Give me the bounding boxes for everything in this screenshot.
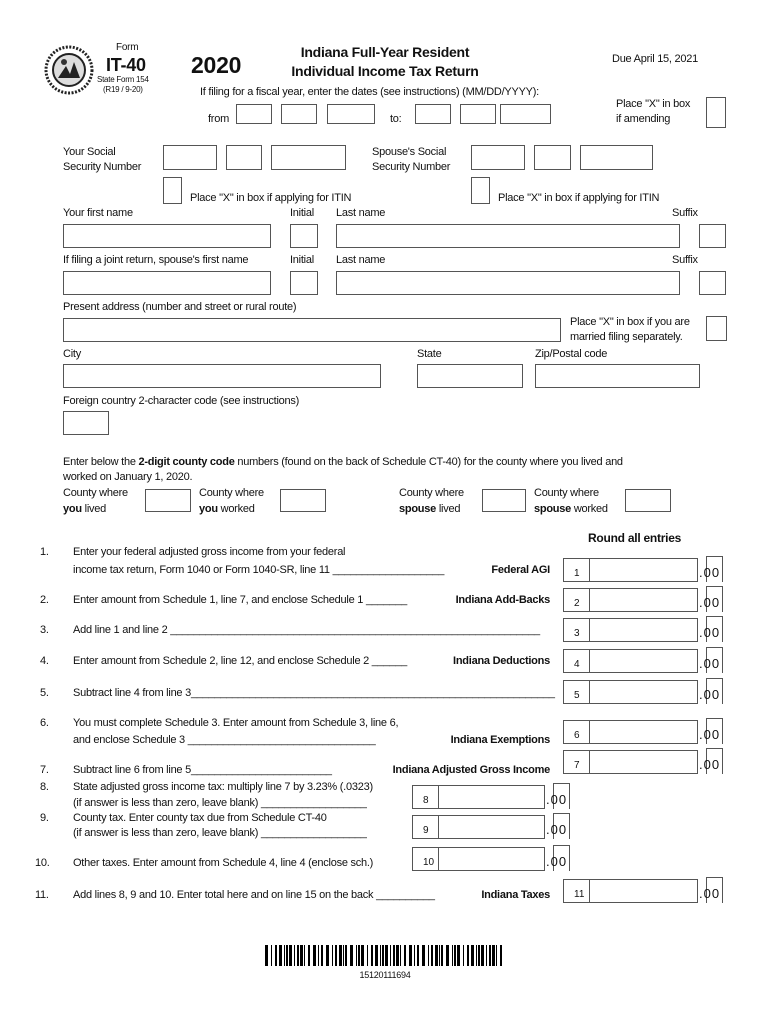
box-number: 3: [564, 619, 590, 641]
spouse-bold: spouse: [399, 503, 437, 515]
cents-label: .00: [699, 886, 721, 901]
spouse-last-name-field[interactable]: [336, 271, 680, 295]
barcode-bar: [356, 945, 357, 966]
line-text-continued: income tax return, Form 1040 or Form 1040-SR, line 11 ___________________: [73, 564, 445, 576]
barcode-bar: [380, 945, 381, 966]
barcode-bar: [409, 945, 412, 966]
fiscal-to-label: to:: [390, 113, 402, 125]
barcode-bar: [308, 945, 310, 966]
suffix-label: Suffix: [672, 207, 698, 219]
barcode-bar: [417, 945, 419, 966]
barcode-bar: [428, 945, 429, 966]
box-number: 10: [413, 848, 439, 870]
barcode-bar: [313, 945, 316, 966]
county-intro-line1: [63, 455, 623, 469]
cents-label: .00: [699, 687, 721, 702]
county-spouse-lived-label2: [399, 502, 460, 516]
you-bold: you: [199, 503, 218, 515]
worked-text: worked: [571, 503, 608, 515]
spouse-last-name-label: Last name: [336, 254, 386, 266]
first-name-label: Your first name: [63, 207, 133, 219]
itin-checkbox[interactable]: [163, 177, 182, 204]
barcode-bar: [297, 945, 299, 966]
box-number: 9: [413, 816, 439, 838]
barcode-bar: [454, 945, 456, 966]
barcode-bar: [367, 945, 368, 966]
line-number: 3.: [40, 624, 49, 636]
foreign-country-label: Foreign country 2-character code (see instructions): [63, 395, 300, 407]
cents-label: .00: [546, 854, 568, 869]
cents-label: .00: [699, 656, 721, 671]
county-spouse-worked-field[interactable]: [625, 489, 671, 512]
spouse-first-name-label: If filing a joint return, spouse's first name: [63, 254, 249, 266]
line-text: County tax. Enter county tax due from Schedule CT-40: [73, 812, 327, 824]
amend-label-line2: if amending: [616, 113, 671, 125]
barcode-bar: [284, 945, 285, 966]
spouse-ssn-part2-field[interactable]: [534, 145, 571, 170]
line-number: 10.: [35, 857, 50, 869]
state-field[interactable]: [417, 364, 523, 388]
mfs-label-line1: Place "X" in box if you are: [570, 316, 690, 328]
amount-field-line-3[interactable]: [563, 618, 698, 642]
line-tag: Indiana Taxes: [481, 889, 550, 901]
spouse-bold: spouse: [534, 503, 572, 515]
barcode-bar: [492, 945, 495, 966]
mfs-label-line2: married filing separately.: [570, 331, 683, 343]
barcode-bar: [361, 945, 364, 966]
amount-field-line-4[interactable]: [563, 649, 698, 673]
barcode-bar: [471, 945, 474, 966]
county-intro-bold: 2-digit county code: [138, 456, 235, 468]
fiscal-year-note: If filing for a fiscal year, enter the dates (see instructions) (MM/DD/YYYY):: [200, 86, 539, 98]
spouse-ssn-part3-field[interactable]: [580, 145, 653, 170]
line-tag: Indiana Add-Backs: [455, 594, 550, 606]
first-name-field[interactable]: [63, 224, 271, 248]
barcode-bar: [375, 945, 378, 966]
ssn-label-line1: Your Social: [63, 146, 116, 158]
itin-label: Place "X" in box if applying for ITIN: [190, 192, 352, 204]
barcode-bar: [350, 945, 353, 966]
line-number: 1.: [40, 546, 49, 558]
county-spouse-worked-label2: [534, 502, 608, 516]
cents-label: .00: [546, 822, 568, 837]
barcode: [265, 945, 505, 966]
barcode-bar: [382, 945, 384, 966]
barcode-bar: [478, 945, 480, 966]
foreign-country-field[interactable]: [63, 411, 109, 435]
last-name-field[interactable]: [336, 224, 680, 248]
initial-field[interactable]: [290, 224, 318, 248]
barcode-bar: [289, 945, 292, 966]
barcode-bar: [335, 945, 337, 966]
barcode-bar: [286, 945, 288, 966]
barcode-bar: [358, 945, 360, 966]
box-number: 11: [564, 880, 590, 902]
barcode-bar: [371, 945, 373, 966]
barcode-bar: [265, 945, 268, 966]
barcode-bar: [385, 945, 388, 966]
county-spouse-worked-label1: County where: [534, 487, 599, 499]
fiscal-from-label: from: [208, 113, 229, 125]
line-number: 11.: [35, 889, 49, 901]
state-form-number: State Form 154: [97, 75, 149, 84]
barcode-bar: [486, 945, 487, 966]
last-name-label: Last name: [336, 207, 386, 219]
zip-label: Zip/Postal code: [535, 348, 608, 360]
barcode-bar: [400, 945, 401, 966]
barcode-bar: [496, 945, 497, 966]
barcode-bar: [452, 945, 453, 966]
amount-field-line-2[interactable]: [563, 588, 698, 612]
cents-label: .00: [699, 757, 721, 772]
county-intro-line2: worked on January 1, 2020.: [63, 471, 193, 483]
line-text: You must complete Schedule 3. Enter amount from Schedule 3, line 6,: [73, 717, 399, 729]
barcode-bar: [326, 945, 329, 966]
barcode-bar: [345, 945, 347, 966]
fiscal-from-day-field[interactable]: [281, 104, 317, 124]
married-filing-separately-checkbox[interactable]: [706, 316, 727, 341]
zip-field[interactable]: [535, 364, 700, 388]
barcode-bar: [343, 945, 344, 966]
barcode-bar: [294, 945, 295, 966]
barcode-bar: [275, 945, 277, 966]
cents-label: .00: [699, 565, 721, 580]
indiana-state-seal-icon: [44, 44, 94, 96]
line-text: Enter your federal adjusted gross income from your federal: [73, 546, 346, 558]
amount-field-line-5[interactable]: [563, 680, 698, 704]
barcode-bar: [279, 945, 282, 966]
city-label: City: [63, 348, 81, 360]
line-text: Enter amount from Schedule 1, line 7, and enclose Schedule 1 _______: [73, 594, 408, 606]
barcode-bar: [414, 945, 415, 966]
cents-label: .00: [546, 792, 568, 807]
box-number: 2: [564, 589, 590, 611]
amount-field-line-1[interactable]: [563, 558, 698, 582]
amount-field-line-7[interactable]: [563, 750, 698, 774]
line-text: Enter amount from Schedule 2, line 12, and enclose Schedule 2 ______: [73, 655, 408, 667]
cents-label: .00: [699, 595, 721, 610]
box-number: 7: [564, 751, 590, 773]
barcode-bar: [467, 945, 469, 966]
barcode-bar: [457, 945, 460, 966]
box-number: 4: [564, 650, 590, 672]
barcode-bar: [446, 945, 449, 966]
spouse-initial-field[interactable]: [290, 271, 318, 295]
line-text-continued: (if answer is less than zero, leave blank) __________________: [73, 827, 367, 839]
line-text: State adjusted gross income tax: multiply line 7 by 3.23% (.0323): [73, 781, 373, 793]
spouse-initial-label: Initial: [290, 254, 314, 266]
ssn-part2-field[interactable]: [226, 145, 262, 170]
cents-label: .00: [699, 625, 721, 640]
barcode-bar: [481, 945, 484, 966]
spouse-ssn-part1-field[interactable]: [471, 145, 525, 170]
fiscal-to-day-field[interactable]: [460, 104, 496, 124]
suffix-field[interactable]: [699, 224, 726, 248]
spouse-itin-label: Place "X" in box if applying for ITIN: [498, 192, 660, 204]
line-number: 5.: [40, 687, 49, 699]
form-label: Form: [116, 42, 139, 53]
address-label: Present address (number and street or rural route): [63, 301, 297, 313]
barcode-bar: [390, 945, 391, 966]
barcode-bar: [393, 945, 395, 966]
spouse-suffix-field[interactable]: [699, 271, 726, 295]
spouse-suffix-label: Suffix: [672, 254, 698, 266]
form-number: IT-40: [106, 55, 146, 75]
due-date: Due April 15, 2021: [612, 53, 699, 65]
spouse-first-name-field[interactable]: [63, 271, 271, 295]
barcode-bar: [500, 945, 502, 966]
line-text: Add line 1 and line 2 _______________________________________________________________: [73, 624, 540, 636]
barcode-bar: [422, 945, 425, 966]
line-number: 4.: [40, 655, 49, 667]
barcode-bar: [431, 945, 433, 966]
county-you-worked-label1: County where: [199, 487, 264, 499]
spouse-itin-checkbox[interactable]: [471, 177, 490, 204]
state-label: State: [417, 348, 442, 360]
box-number: 1: [564, 559, 590, 581]
tax-year: 2020: [191, 52, 242, 78]
amount-field-line-9[interactable]: [412, 815, 545, 839]
line-tag: Indiana Adjusted Gross Income: [392, 764, 550, 776]
lived-text: lived: [436, 503, 461, 515]
county-you-lived-label2: [63, 502, 106, 516]
line-text: Subtract line 6 from line 5________________________: [73, 764, 332, 776]
amend-label-line1: Place "X" in box: [616, 98, 691, 110]
line-number: 9.: [40, 812, 49, 824]
line-number: 7.: [40, 764, 49, 776]
box-number: 8: [413, 786, 439, 808]
ssn-label-line2: Security Number: [63, 161, 142, 173]
fiscal-from-year-field[interactable]: [327, 104, 375, 124]
barcode-bar: [476, 945, 477, 966]
county-you-lived-label1: County where: [63, 487, 128, 499]
form-title-line1: Indiana Full-Year Resident: [300, 44, 470, 60]
line-text: Subtract line 4 from line 3______________________________________________________________: [73, 687, 555, 699]
barcode-bar: [441, 945, 443, 966]
line-tag: Indiana Deductions: [453, 655, 550, 667]
fiscal-from-month-field[interactable]: [236, 104, 272, 124]
barcode-bar: [439, 945, 440, 966]
address-field[interactable]: [63, 318, 561, 342]
line-number: 2.: [40, 594, 49, 606]
barcode-bar: [321, 945, 323, 966]
line-tag: Federal AGI: [491, 564, 550, 576]
amount-field-line-10[interactable]: [412, 847, 545, 871]
barcode-bar: [318, 945, 319, 966]
line-number: 8.: [40, 781, 49, 793]
barcode-bar: [404, 945, 406, 966]
line-tag: Indiana Exemptions: [450, 734, 550, 746]
line-text: Add lines 8, 9 and 10. Enter total here and on line 15 on the back __________: [73, 889, 435, 901]
form-revision: (R19 / 9-20): [103, 85, 143, 94]
barcode-bar: [435, 945, 438, 966]
ssn-part1-field[interactable]: [163, 145, 217, 170]
amended-return-checkbox[interactable]: [706, 97, 726, 128]
county-spouse-lived-field[interactable]: [482, 489, 526, 512]
barcode-bar: [396, 945, 399, 966]
line-text-continued: and enclose Schedule 3 ________________________________: [73, 734, 376, 746]
county-intro-text: Enter below the: [63, 456, 139, 468]
form-title-line2: Individual Income Tax Return: [291, 63, 479, 79]
lived-text: lived: [81, 503, 106, 515]
barcode-bar: [304, 945, 305, 966]
spouse-ssn-label-line1: Spouse's Social: [372, 146, 447, 158]
worked-text: worked: [217, 503, 255, 515]
cents-label: .00: [699, 727, 721, 742]
fiscal-to-year-field[interactable]: [500, 104, 551, 124]
city-field[interactable]: [63, 364, 381, 388]
initial-label: Initial: [290, 207, 314, 219]
line-number: 6.: [40, 717, 49, 729]
barcode-bar: [271, 945, 272, 966]
line-text-continued: (if answer is less than zero, leave blank) __________________: [73, 797, 367, 809]
amount-field-line-11[interactable]: [563, 879, 698, 903]
county-intro-text2: numbers (found on the back of Schedule CT-40) for the county where you lived and: [234, 456, 623, 468]
barcode-bar: [300, 945, 303, 966]
county-spouse-lived-label1: County where: [399, 487, 464, 499]
box-number: 5: [564, 681, 590, 703]
ssn-part3-field[interactable]: [271, 145, 346, 170]
barcode-bar: [463, 945, 464, 966]
round-entries-note: Round all entries: [588, 531, 682, 545]
you-bold: you: [63, 503, 82, 515]
barcode-bar: [332, 945, 333, 966]
barcode-bar: [339, 945, 342, 966]
amount-field-line-8[interactable]: [412, 785, 545, 809]
amount-field-line-6[interactable]: [563, 720, 698, 744]
barcode-bar: [489, 945, 491, 966]
fiscal-to-month-field[interactable]: [415, 104, 451, 124]
county-you-worked-field[interactable]: [280, 489, 326, 512]
line-text: Other taxes. Enter amount from Schedule 4, line 4 (enclose sch.): [73, 857, 374, 869]
box-number: 6: [564, 721, 590, 743]
barcode-number: 15120111694: [359, 970, 411, 980]
spouse-ssn-label-line2: Security Number: [372, 161, 451, 173]
county-you-worked-label2: [199, 502, 255, 516]
county-you-lived-field[interactable]: [145, 489, 191, 512]
